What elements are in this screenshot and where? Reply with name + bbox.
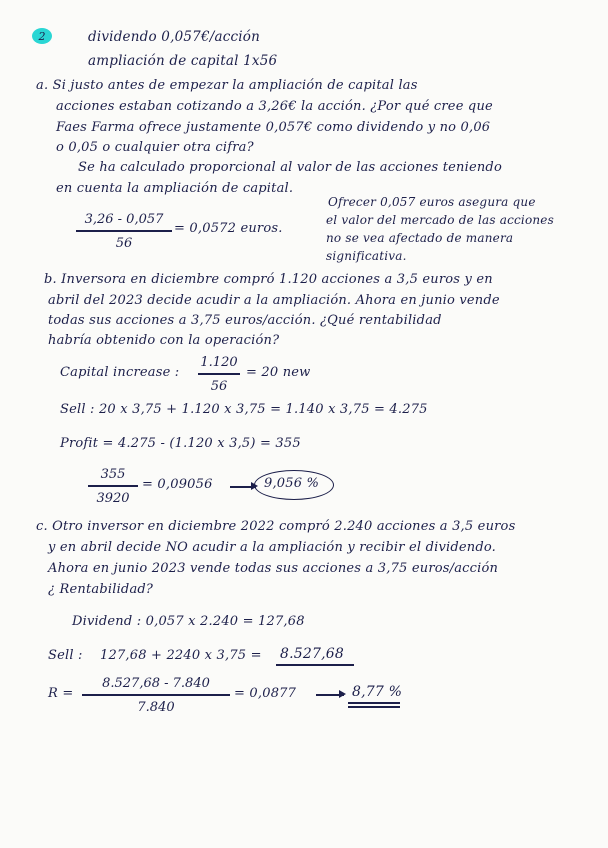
part-b-sell-line: Sell : 20 x 3,75 + 1.120 x 3,75 = 1.140 x 3,75 = 4.275 [60,402,428,417]
part-a-question-line-4: o 0,05 o cualquier otra cifra? [56,140,254,155]
part-c-question-line-1: c. Otro inversor en diciembre 2022 compró 2.240 acciones a 3,5 euros [36,519,516,534]
part-a-question-line-1: a. Si justo antes de empezar la ampliación de capital las [36,78,418,93]
part-c-dividend-line: Dividend : 0,057 x 2.240 = 127,68 [72,614,305,629]
part-a-question-line-2: acciones estaban cotizando a 3,26€ la acción. ¿Por qué cree que [56,99,493,114]
fraction-bar [88,485,138,487]
double-underline-bottom [348,706,400,708]
part-a-formula-fraction [76,212,172,251]
part-a-note-line-3: no se vea afectado de manera [326,231,514,245]
part-a-formula-denominator: 56 [115,235,133,251]
header-capital-line: ampliación de capital 1x56 [88,53,278,69]
capital-increase-denominator: 56 [210,378,228,394]
part-a-formula-numerator: 3,26 - 0,057 [84,212,164,227]
part-c-r-result: = 0,0877 [234,686,297,701]
part-c-sell-result: 8.527,68 [280,646,344,662]
part-c-return-denominator: 7.840 [137,699,175,715]
part-b-question-line-4: habría obtenido con la operación? [48,333,280,348]
part-c-sell-expression: 127,68 + 2240 x 3,75 = [100,648,262,663]
part-a-note-line-2: el valor del mercado de las acciones [326,213,554,227]
arrow-icon [230,486,256,488]
part-a-answer-line-2: en cuenta la ampliación de capital. [56,181,294,196]
part-b-profit-line: Profit = 4.275 - (1.120 x 3,5) = 355 [60,436,301,451]
return-fraction [88,467,138,506]
return-numerator: 355 [100,467,126,482]
capital-increase-fraction [198,355,240,394]
capital-increase-numerator: 1.120 [200,355,238,370]
part-c-sell-label: Sell : [48,648,83,663]
part-b-percent-result: 9,056 % [264,476,320,491]
part-b-question-line-2: abril del 2023 decide acudir a la ampliación. Ahora en junio vende [48,293,500,308]
part-b-question-line-3: todas sus acciones a 3,75 euros/acción. ¿Qué rentabilidad [48,313,442,328]
part-c-return-numerator: 8.527,68 - 7.840 [102,676,210,691]
return-denominator: 3920 [96,490,130,506]
underline [276,664,354,666]
fraction-bar [82,694,230,696]
part-c-question-line-3: Ahora en junio 2023 vende todas sus acciones a 3,75 euros/acción [48,561,499,576]
capital-increase-label: Capital increase : [60,365,180,380]
part-a-formula-result: = 0,0572 euros. [174,221,283,236]
part-a-question-line-3: Faes Farma ofrece justamente 0,057€ como dividendo y no 0,06 [56,120,491,135]
part-c-return-fraction [82,676,230,715]
arrow-icon [316,694,344,696]
part-a-note-line-1: Ofrecer 0,057 euros asegura que [328,195,536,209]
capital-increase-result: = 20 new [246,365,311,380]
header-dividend-line: dividendo 0,057€/acción [88,29,260,45]
part-b-ratio-result: = 0,09056 [142,477,213,492]
fraction-bar [198,373,240,375]
fraction-bar [76,230,172,232]
part-c-question-line-4: ¿ Rentabilidad? [48,582,154,597]
part-c-percent-result: 8,77 % [352,684,403,700]
part-b-question-line-1: b. Inversora en diciembre compró 1.120 acciones a 3,5 euros y en [44,272,493,287]
exercise-number: 2 [38,29,46,43]
part-a-note-line-4: significativa. [326,249,407,263]
exercise-number-badge [32,28,52,44]
part-a-answer-line-1: Se ha calculado proporcional al valor de las acciones teniendo [78,160,502,175]
double-underline-top [348,702,400,704]
part-c-r-label: R = [48,686,74,701]
part-c-question-line-2: y en abril decide NO acudir a la ampliación y recibir el dividendo. [48,540,497,555]
